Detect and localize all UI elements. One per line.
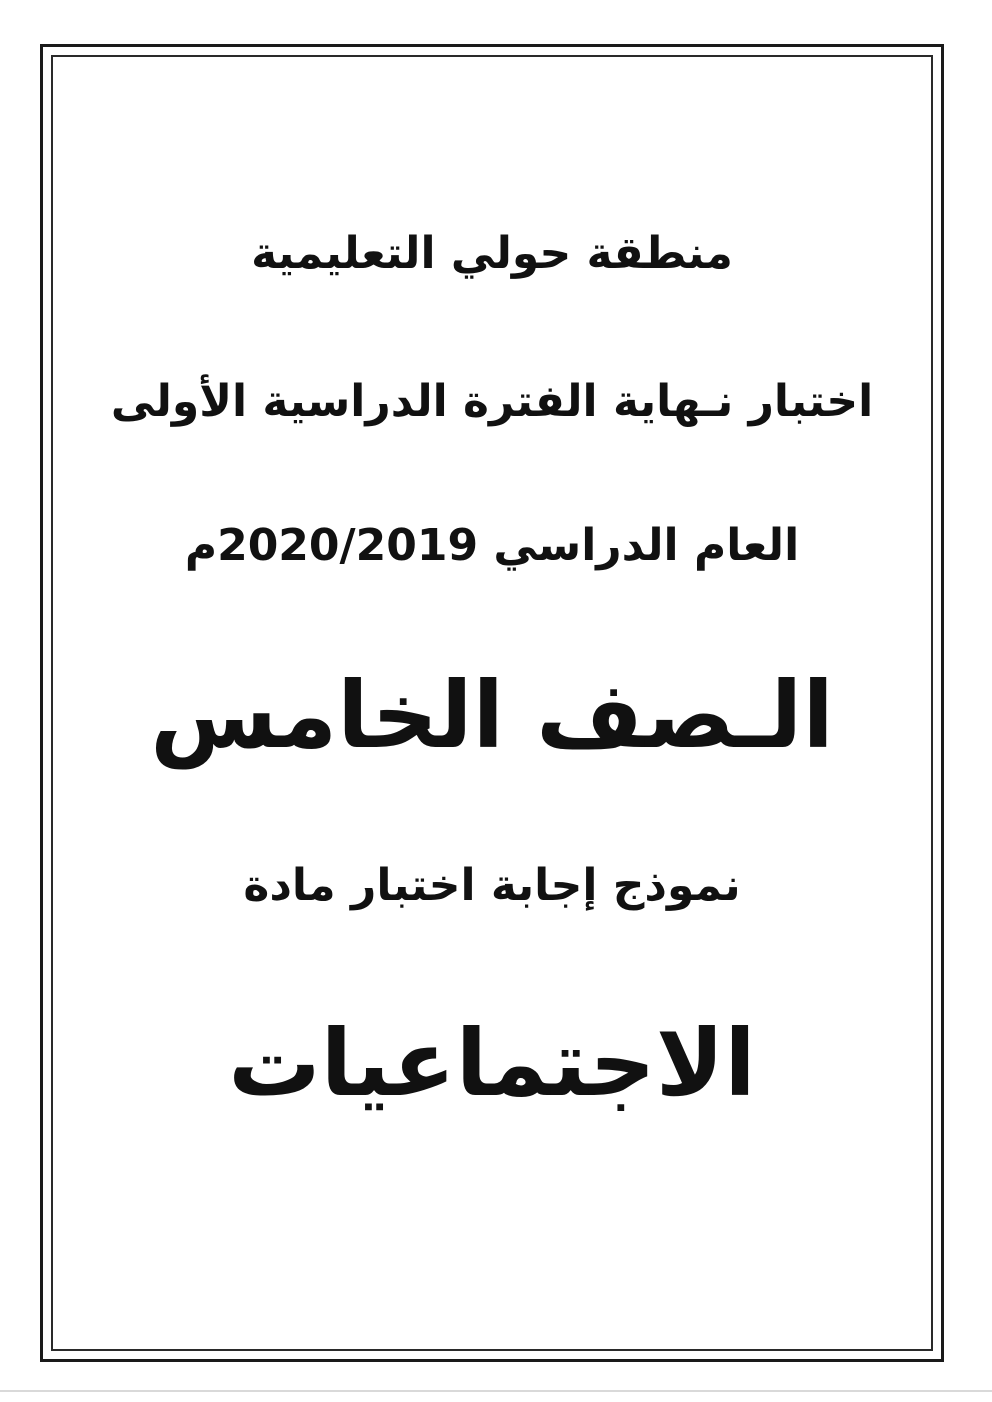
subject-heading: الاجتماعيات [228,1010,756,1117]
grade-heading: الـصف الخامس [150,662,834,769]
academic-year-line [51,520,933,571]
scan-edge-divider [0,1390,992,1392]
academic-year-value: 2020/2019م [184,520,479,571]
answer-model-label: نموذج إجابة اختبار مادة [243,860,741,911]
exam-title: اختبار نـهاية الفترة الدراسية الأولى [110,376,874,427]
district-name: منطقة حولي التعليمية [251,228,733,279]
academic-year-label: العام الدراسي [493,520,800,571]
